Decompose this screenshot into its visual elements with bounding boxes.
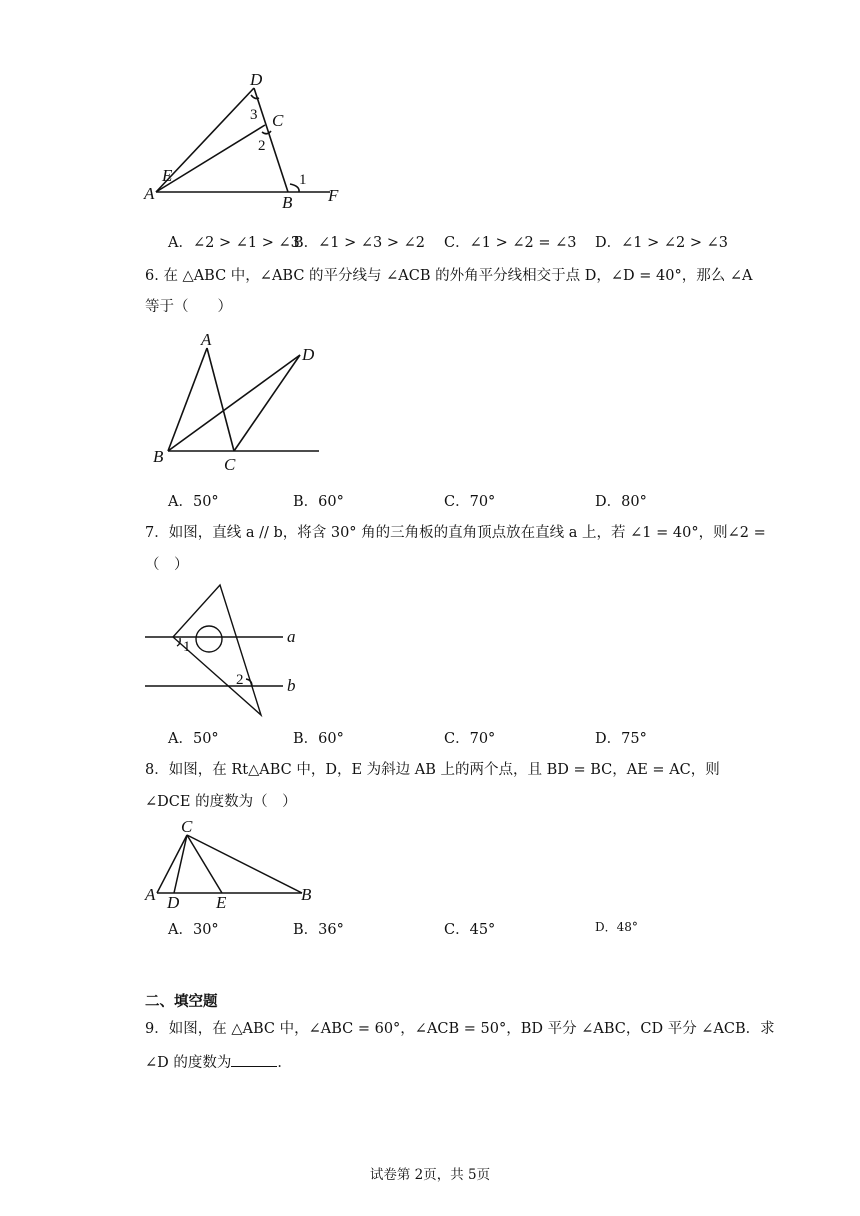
q7-option-c[interactable]: C．70° bbox=[444, 731, 496, 747]
q5-option-b[interactable]: B．∠1 > ∠3 > ∠2 bbox=[293, 235, 426, 251]
q5-label-b: B bbox=[282, 193, 293, 212]
q5-angle1-arc bbox=[290, 184, 299, 192]
q8-option-c[interactable]: C．45° bbox=[444, 922, 496, 938]
q8-label-e: E bbox=[216, 893, 227, 912]
q6-line-ba bbox=[168, 348, 207, 451]
q9-stem-line2 bbox=[145, 1052, 292, 1073]
q6-label-d: D bbox=[302, 345, 315, 364]
q7-label-1: 1 bbox=[183, 639, 191, 655]
q7-label-a: a bbox=[287, 627, 296, 646]
q5-label-1: 1 bbox=[299, 172, 307, 188]
q9-stem-line1: 9．如图，在 △ABC 中，∠ABC = 60°，∠ACB = 50°，BD 平分 ∠ABC，CD 平分 ∠ACB．求 bbox=[145, 1021, 775, 1037]
q8-stem-line1: 8．如图，在 Rt△ABC 中，D，E 为斜边 AB 上的两个点，且 BD = BC，AE = AC，则 bbox=[145, 762, 720, 778]
q9-answer-blank[interactable] bbox=[231, 1052, 277, 1067]
q8-line-ca bbox=[157, 835, 187, 893]
q8-stem-line2: ∠DCE 的度数为（ ） bbox=[145, 794, 297, 810]
q5-label-e: E bbox=[162, 166, 173, 185]
q8-label-d: D bbox=[167, 893, 180, 912]
q5-label-c: C bbox=[272, 111, 284, 130]
q5-angle3-arc bbox=[251, 95, 259, 99]
q8-option-b[interactable]: B．36° bbox=[293, 922, 344, 938]
q6-label-c: C bbox=[224, 455, 236, 474]
q9-stem-suffix: ． bbox=[277, 1055, 292, 1071]
q5-angle2-arc bbox=[262, 131, 271, 134]
q8-label-a: A bbox=[145, 885, 156, 904]
q8-option-a[interactable]: A．30° bbox=[168, 922, 219, 938]
q6-line-cd bbox=[234, 355, 300, 451]
q6-option-b[interactable]: B．60° bbox=[293, 494, 344, 510]
q6-stem-line1: 6. 在 △ABC 中，∠ABC 的平分线与 ∠ACB 的外角平分线相交于点 D，∠D = 40°，那么 ∠A bbox=[145, 268, 753, 284]
page-footer: 试卷第 2页，共 5页 bbox=[369, 1167, 491, 1183]
q7-option-b[interactable]: B．60° bbox=[293, 731, 344, 747]
q5-option-d[interactable]: D．∠1 > ∠2 > ∠3 bbox=[595, 235, 728, 251]
q5-option-c[interactable]: C．∠1 > ∠2 = ∠3 bbox=[444, 235, 577, 251]
q7-label-b: b bbox=[287, 676, 296, 695]
q5-option-a[interactable]: A．∠2 > ∠1 > ∠3 bbox=[168, 235, 300, 251]
q5-label-f: F bbox=[328, 186, 339, 205]
q7-stem-line2: （ ） bbox=[145, 557, 189, 573]
q6-figure bbox=[145, 330, 335, 475]
q8-line-cd bbox=[174, 835, 187, 893]
q6-option-d[interactable]: D．80° bbox=[595, 494, 647, 510]
q6-label-b: B bbox=[153, 447, 164, 466]
q6-option-c[interactable]: C．70° bbox=[444, 494, 496, 510]
q8-figure bbox=[140, 815, 320, 910]
q5-figure bbox=[140, 68, 360, 212]
q8-label-c: C bbox=[181, 817, 193, 836]
q8-label-b: B bbox=[301, 885, 312, 904]
q6-stem-line2: 等于（ ） bbox=[145, 299, 232, 315]
q7-option-d[interactable]: D．75° bbox=[595, 731, 647, 747]
q5-label-2: 2 bbox=[258, 138, 266, 154]
q5-label-d: D bbox=[250, 70, 263, 89]
q5-label-a: A bbox=[144, 184, 155, 203]
q6-option-a[interactable]: A．50° bbox=[168, 494, 219, 510]
section-title-fill-in: 二、填空题 bbox=[145, 993, 218, 1010]
q8-option-d[interactable]: D．48° bbox=[595, 920, 638, 934]
q7-figure bbox=[140, 580, 310, 720]
q7-option-a[interactable]: A．50° bbox=[168, 731, 219, 747]
q9-stem-prefix: ∠D 的度数为 bbox=[145, 1055, 232, 1071]
q6-line-ac bbox=[207, 348, 234, 451]
q7-label-2: 2 bbox=[236, 672, 244, 688]
q6-label-a: A bbox=[201, 330, 212, 349]
q7-stem-line1: 7．如图，直线 a // b，将含 30° 角的三角板的直角顶点放在直线 a 上，若 ∠1 = 40°，则∠2 = bbox=[145, 525, 766, 541]
q6-line-bd bbox=[168, 355, 300, 451]
q5-label-3: 3 bbox=[250, 107, 258, 123]
q7-triangle-hole bbox=[196, 626, 222, 652]
